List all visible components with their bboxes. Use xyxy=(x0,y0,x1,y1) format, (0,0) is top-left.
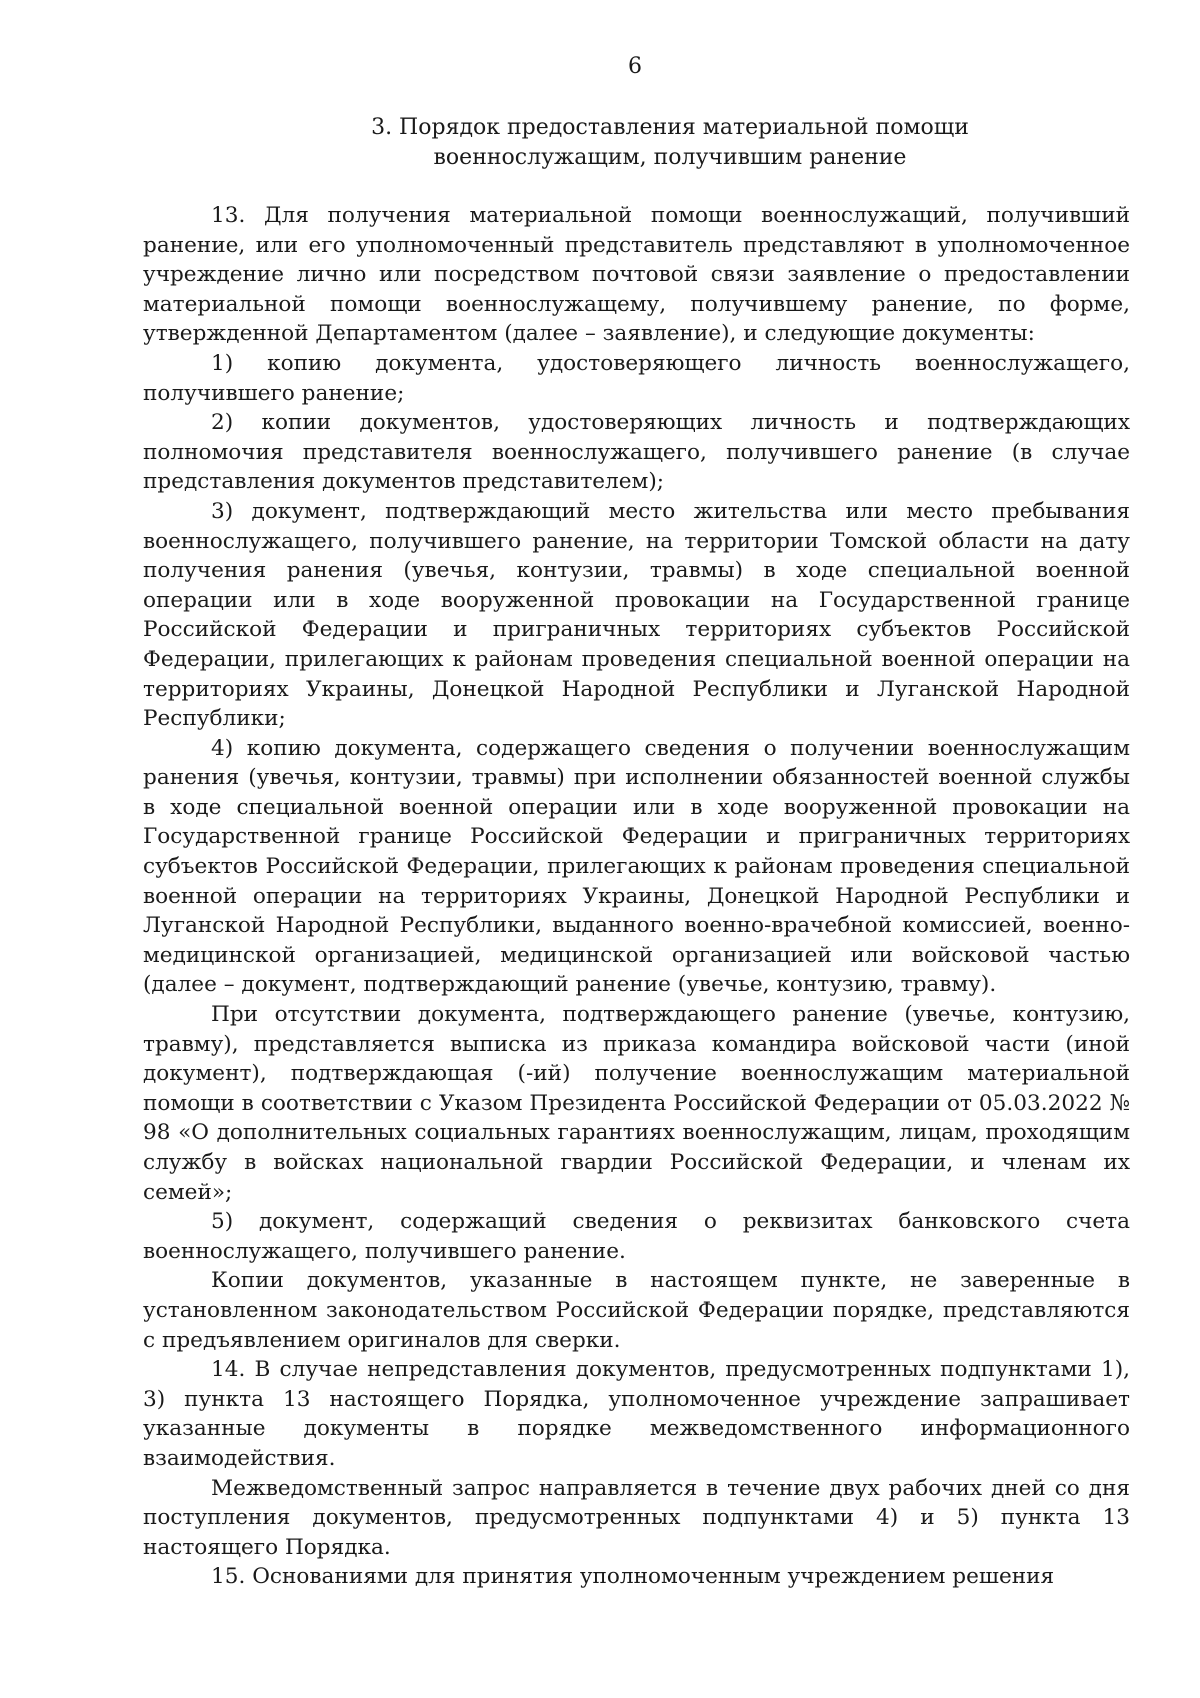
body-text xyxy=(143,201,1130,1592)
paragraph-13-absence-note: При отсутствии документа, подтверждающего ранение (увечье, контузию, травму), представляется выписка из приказа командира войсковой части (иной документ), подтверждающая (-ий) получение военнослужащим материальной помощи в соответствии с Указом Президента Российской Федерации от 05.03.2022 № 98 «О дополнительных социальных гарантиях военнослужащим, лицам, проходящим службу в войсках национальной гвардии Российской Федерации, и членам их семей»; xyxy=(143,1002,1130,1205)
paragraph-15: 15. Основаниями для принятия уполномоченным учреждением решения xyxy=(211,1564,1055,1590)
paragraph-13-item-5: 5) документ, содержащий сведения о реквизитах банковского счета военнослужащего, получившего ранение. xyxy=(143,1209,1130,1264)
section-title-line-1: 3. Порядок предоставления материальной помощи xyxy=(371,115,969,140)
section-title xyxy=(330,113,1010,173)
paragraph-13: 13. Для получения материальной помощи военнослужащий, получивший ранение, или его уполномоченный представитель представляют в уполномоченное учреждение лично или посредством почтовой связи заявление о предоставлении материальной помощи военнослужащему, получившему ранение, по форме, утвержденной Департаментом (далее – заявление), и следующие документы: xyxy=(143,203,1130,347)
paragraph-13-item-3: 3) документ, подтверждающий место жительства или место пребывания военнослужащего, получившего ранение, на территории Томской области на дату получения ранения (увечья, контузии, травмы) в ходе специальной военной операции или в ходе вооруженной провокации на Государственной границе Российской Федерации и приграничных территориях субъектов Российской Федерации, прилегающих к районам проведения специальной военной операции на территориях Украины, Донецкой Народной Республики и Луганской Народной Республики; xyxy=(143,498,1130,732)
paragraph-13-item-2: 2) копии документов, удостоверяющих личность и подтверждающих полномочия представителя военнослужащего, получившего ранение (в случае представления документов представителем); xyxy=(143,410,1130,495)
page-number: 6 xyxy=(628,54,642,79)
paragraph-14: 14. В случае непредставления документов, предусмотренных подпунктами 1), 3) пункта 13 настоящего Порядка, уполномоченное учреждение запрашивает указанные документы в порядке межведомственного информационного взаимодействия. xyxy=(143,1357,1130,1471)
paragraph-13-item-4: 4) копию документа, содержащего сведения о получении военнослужащим ранения (увечья, контузии, травмы) при исполнении обязанностей военной службы в ходе специальной военной операции или в ходе вооруженной провокации на Государственной границе Российской Федерации и приграничных территориях субъектов Российской Федерации, прилегающих к районам проведения специальной военной операции на территориях Украины, Донецкой Народной Республики и Луганской Народной Республики, выданного военно-врачебной комиссией, военно-медицинской организацией, медицинской организацией или войсковой частью (далее – документ, подтверждающий ранение (увечье, контузию, травму). xyxy=(143,735,1130,998)
paragraph-13-copies-note: Копии документов, указанные в настоящем пункте, не заверенные в установленном законодательством Российской Федерации порядке, представляются с предъявлением оригиналов для сверки. xyxy=(143,1268,1130,1353)
paragraph-14-request-note: Межведомственный запрос направляется в течение двух рабочих дней со дня поступления документов, предусмотренных подпунктами 4) и 5) пункта 13 настоящего Порядка. xyxy=(143,1475,1130,1560)
paragraph-13-item-1: 1) копию документа, удостоверяющего личность военнослужащего, получившего ранение; xyxy=(143,350,1130,406)
section-title-line-2: военнослужащим, получившим ранение xyxy=(433,145,907,170)
